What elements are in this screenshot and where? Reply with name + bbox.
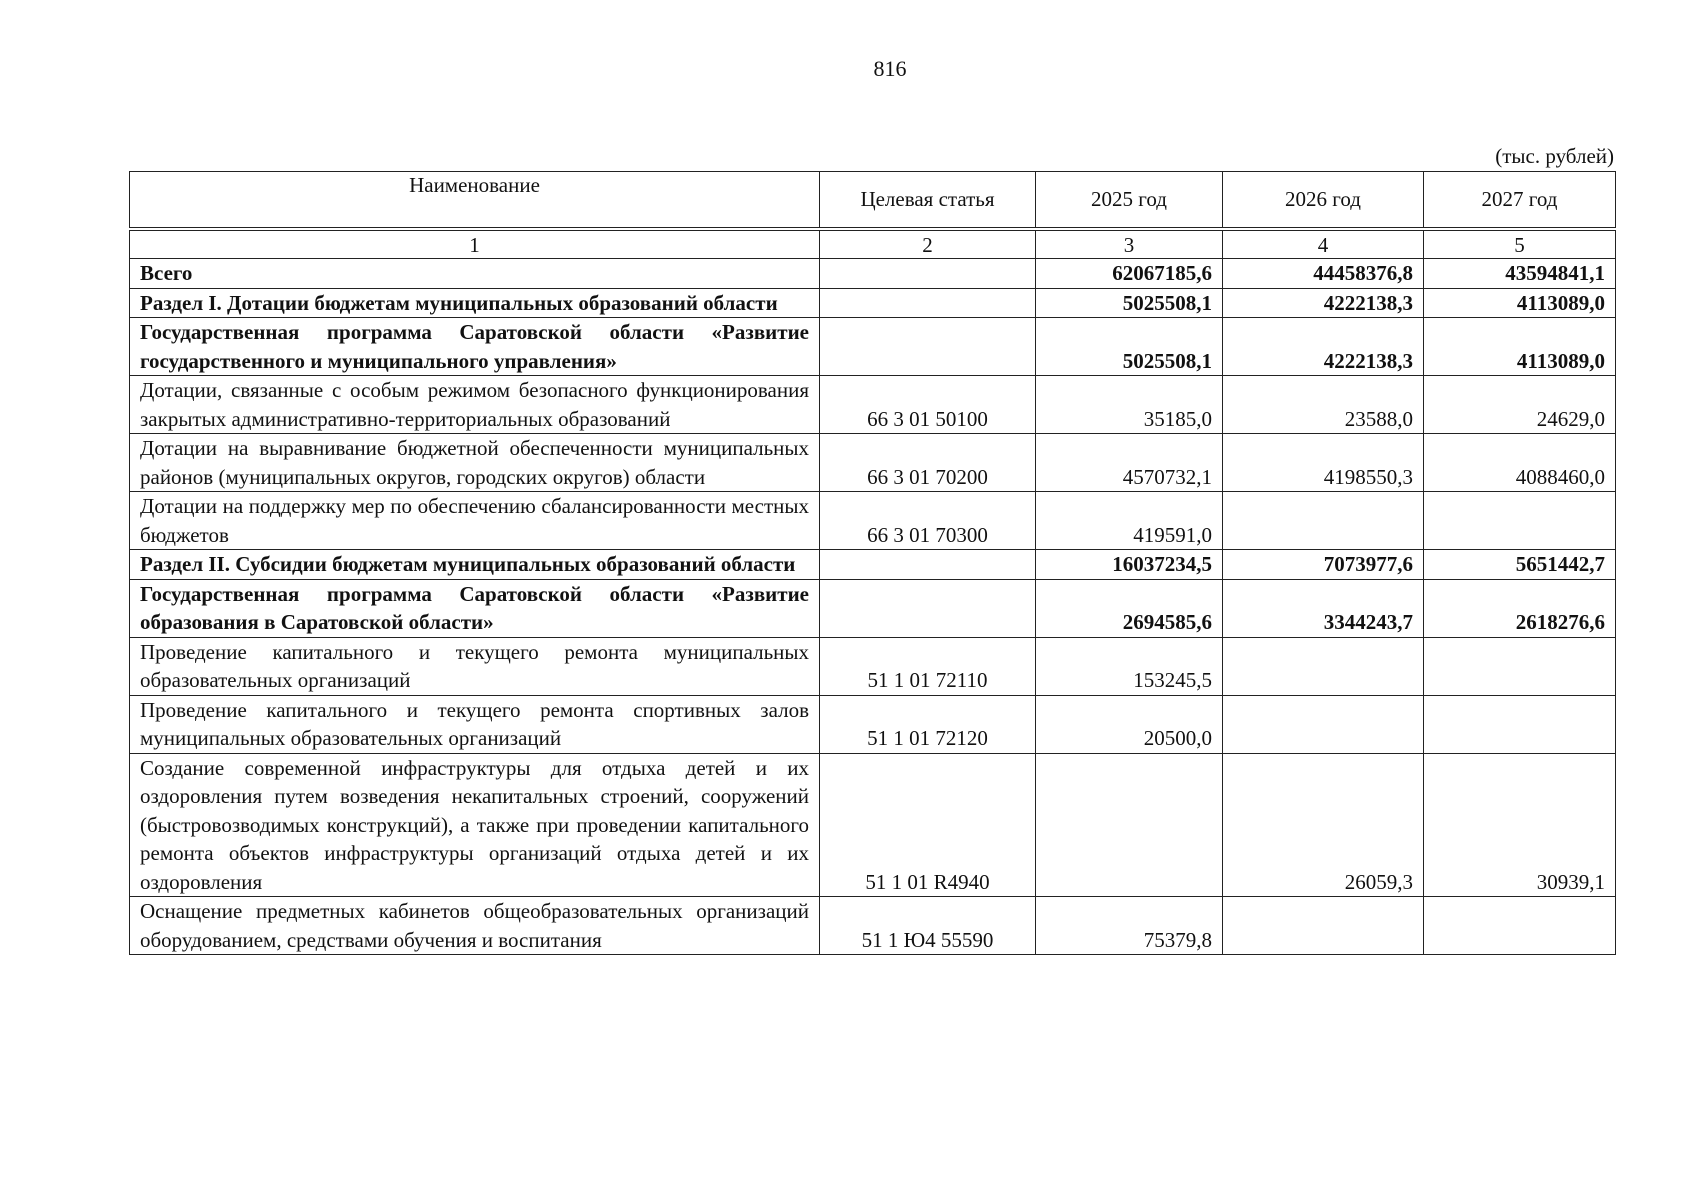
table-row: [130, 695, 1616, 753]
row-name: Дотации, связанные с особым режимом безопасного функционирования закрытых административно-территориальных образований: [130, 376, 820, 434]
column-index: 5: [1424, 229, 1616, 259]
header-2027: 2027 год: [1424, 172, 1616, 230]
row-value-2026: 4198550,3: [1223, 434, 1424, 492]
row-value-2025: 419591,0: [1036, 492, 1223, 550]
table-row: [130, 376, 1616, 434]
row-value-2026: [1223, 492, 1424, 550]
table-row: [130, 434, 1616, 492]
row-target-article: [820, 318, 1036, 376]
row-value-2027: 4113089,0: [1424, 318, 1616, 376]
row-value-2026: 4222138,3: [1223, 318, 1424, 376]
header-target-article: Целевая статья: [820, 172, 1036, 230]
table-row: [130, 550, 1616, 580]
row-value-2025: 16037234,5: [1036, 550, 1223, 580]
table-row: [130, 318, 1616, 376]
row-name: Дотации на поддержку мер по обеспечению сбалансированности местных бюджетов: [130, 492, 820, 550]
row-target-article: 51 1 01 72110: [820, 637, 1036, 695]
row-target-article: [820, 579, 1036, 637]
header-2025: 2025 год: [1036, 172, 1223, 230]
table-row: [130, 897, 1616, 955]
row-value-2026: [1223, 637, 1424, 695]
row-name: Всего: [130, 259, 820, 289]
row-value-2025: [1036, 753, 1223, 897]
row-value-2026: 7073977,6: [1223, 550, 1424, 580]
column-index: 4: [1223, 229, 1424, 259]
row-value-2026: 4222138,3: [1223, 288, 1424, 318]
row-value-2027: [1424, 897, 1616, 955]
page-number: 816: [873, 56, 907, 81]
row-value-2026: [1223, 695, 1424, 753]
row-value-2027: 43594841,1: [1424, 259, 1616, 289]
row-value-2025: 153245,5: [1036, 637, 1223, 695]
row-value-2027: 5651442,7: [1424, 550, 1616, 580]
row-value-2026: 23588,0: [1223, 376, 1424, 434]
row-target-article: [820, 259, 1036, 289]
row-value-2025: 35185,0: [1036, 376, 1223, 434]
row-name: Государственная программа Саратовской области «Развитие образования в Саратовской области»: [130, 579, 820, 637]
column-index: 3: [1036, 229, 1223, 259]
table-row: [130, 753, 1616, 897]
row-name: Создание современной инфраструктуры для отдыха детей и их оздоровления путем возведения некапитальных строений, сооружений (быстровозводимых конструкций), а также при проведении капитального ремонта объектов инфраструктуры организаций отдыха детей и их оздоровления: [130, 753, 820, 897]
row-target-article: 66 3 01 70200: [820, 434, 1036, 492]
row-name: Проведение капитального и текущего ремонта спортивных залов муниципальных образовательных организаций: [130, 695, 820, 753]
row-value-2026: [1223, 897, 1424, 955]
column-index-row: [130, 229, 1616, 259]
row-name: Раздел II. Субсидии бюджетам муниципальных образований области: [130, 550, 820, 580]
row-value-2027: [1424, 492, 1616, 550]
row-value-2027: 4113089,0: [1424, 288, 1616, 318]
row-value-2025: 4570732,1: [1036, 434, 1223, 492]
row-value-2027: 30939,1: [1424, 753, 1616, 897]
row-value-2025: 5025508,1: [1036, 288, 1223, 318]
header-name: Наименование: [130, 172, 820, 230]
row-target-article: [820, 288, 1036, 318]
budget-table: [129, 171, 1616, 955]
row-value-2026: 3344243,7: [1223, 579, 1424, 637]
row-value-2025: 20500,0: [1036, 695, 1223, 753]
row-target-article: [820, 550, 1036, 580]
row-name: Государственная программа Саратовской области «Развитие государственного и муниципального управления»: [130, 318, 820, 376]
row-name: Раздел I. Дотации бюджетам муниципальных образований области: [130, 288, 820, 318]
row-name: Проведение капитального и текущего ремонта муниципальных образовательных организаций: [130, 637, 820, 695]
table-row: [130, 259, 1616, 289]
row-value-2027: [1424, 695, 1616, 753]
row-name: Дотации на выравнивание бюджетной обеспеченности муниципальных районов (муниципальных округов, городских округов) области: [130, 434, 820, 492]
row-value-2027: 4088460,0: [1424, 434, 1616, 492]
table-row: [130, 579, 1616, 637]
row-value-2025: 75379,8: [1036, 897, 1223, 955]
header-2026: 2026 год: [1223, 172, 1424, 230]
row-value-2025: 2694585,6: [1036, 579, 1223, 637]
row-value-2026: 44458376,8: [1223, 259, 1424, 289]
row-value-2027: 2618276,6: [1424, 579, 1616, 637]
table-row: [130, 637, 1616, 695]
column-index: 1: [130, 229, 820, 259]
units-label: (тыс. рублей): [1495, 144, 1614, 168]
row-value-2025: 62067185,6: [1036, 259, 1223, 289]
row-name: Оснащение предметных кабинетов общеобразовательных организаций оборудованием, средствами обучения и воспитания: [130, 897, 820, 955]
row-target-article: 51 1 01 72120: [820, 695, 1036, 753]
column-index: 2: [820, 229, 1036, 259]
table-row: [130, 492, 1616, 550]
row-value-2026: 26059,3: [1223, 753, 1424, 897]
row-value-2027: [1424, 637, 1616, 695]
row-value-2025: 5025508,1: [1036, 318, 1223, 376]
row-target-article: 66 3 01 50100: [820, 376, 1036, 434]
row-value-2027: 24629,0: [1424, 376, 1616, 434]
table-row: [130, 288, 1616, 318]
row-target-article: 66 3 01 70300: [820, 492, 1036, 550]
row-target-article: 51 1 01 R4940: [820, 753, 1036, 897]
row-target-article: 51 1 Ю4 55590: [820, 897, 1036, 955]
table-header-row: [130, 172, 1616, 230]
